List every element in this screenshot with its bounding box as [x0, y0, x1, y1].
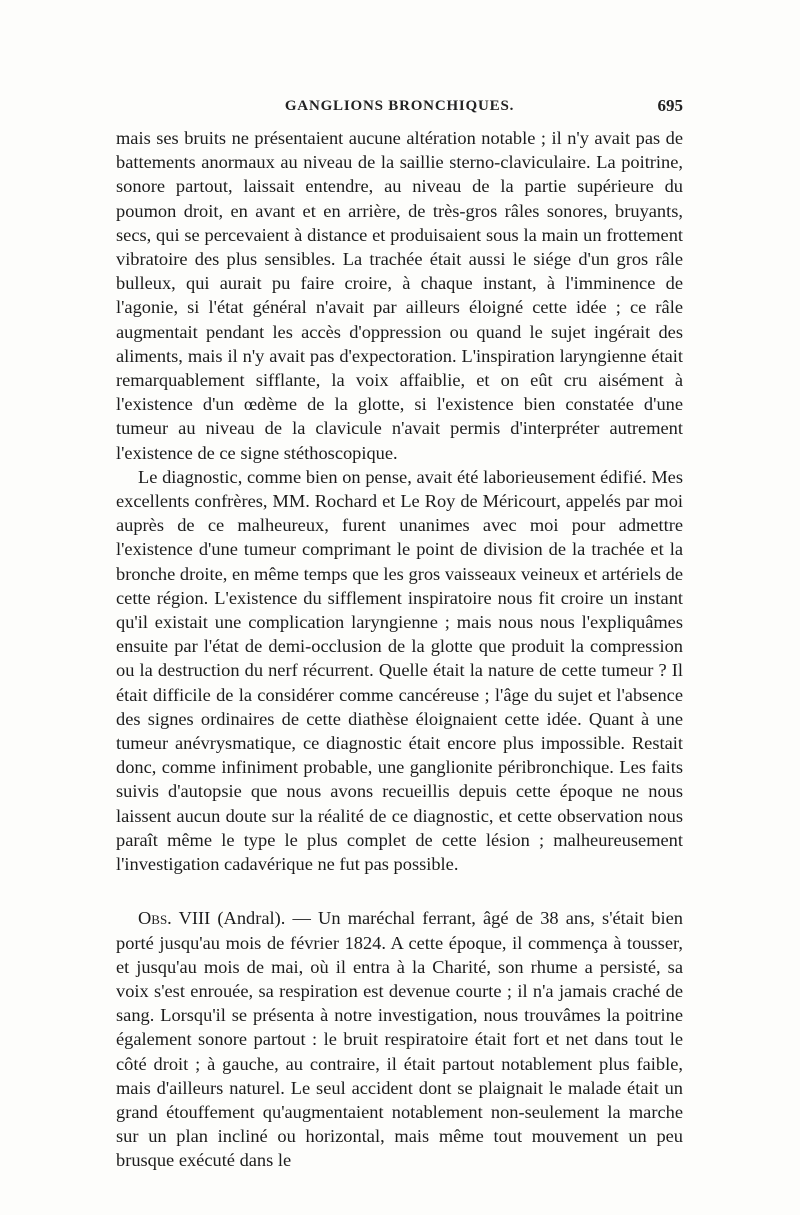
page-header	[116, 92, 683, 122]
page-number: 695	[657, 96, 683, 115]
paragraph-diagnosis: Le diagnostic, comme bien on pense, avait été laborieusement édifié. Mes excellents confrères, MM. Rochard et Le Roy de Méricourt, appelés par moi auprès de ce malheureux, furent unanimes avec moi pour admettre l'existence d'une tumeur comprimant le point de division de la trachée et la bronche droite, en même temps que les gros vaisseaux veineux et artériels de cette région. L'existence du sifflement inspiratoire nous fit croire un instant qu'il existait une complication laryngienne ; mais nous nous l'expliquâmes ensuite par l'état de demi-occlusion de la glotte que produit la compression ou la destruction du nerf récurrent. Quelle était la nature de cette tumeur ? Il était difficile de la considérer comme cancéreuse ; l'âge du sujet et l'absence des signes ordinaires de cette diathèse éloignaient cette idée. Quant à une tumeur anévrysmatique, ce diagnostic était encore plus impossible. Restait donc, comme infiniment probable, une ganglionite péribronchique. Les faits suivis d'autopsie que nous avons recueillis depuis cette époque ne nous laissent aucun doute sur la réalité de ce diagnostic, et cette observation nous paraît même le type le plus complet de cette lésion ; malheureusement l'investigation cadavérique ne fut pas possible.	[116, 466, 683, 875]
paragraph-continuation: mais ses bruits ne présentaient aucune altération notable ; il n'y avait pas de battements anormaux au niveau de la saillie sterno-claviculaire. La poitrine, sonore partout, laissait entendre, au niveau de la partie supérieure du poumon droit, en avant et en arrière, de très-gros râles sonores, bruyants, secs, qui se percevaient à distance et produisaient sous la main un frottement vibratoire des plus sensibles. La trachée était aussi le siége d'un gros râle bulleux, qui aurait pu faire croire, à chaque instant, à l'imminence de l'agonie, si l'état général n'avait par ailleurs éloigné cette idée ; ce râle augmentait pendant les accès d'oppression ou quand le sujet ingérait des aliments, mais il n'y avait pas d'expectoration. L'inspiration laryngienne était remarquablement sifflante, la voix affaiblie, et on eût cru aisément à l'existence d'un œdème de la glotte, si l'existence bien constatée d'une tumeur au niveau de la clavicule n'avait permis d'interpréter autrement l'existence de ce signe stéthoscopique.	[116, 128, 683, 463]
page-body	[116, 126, 683, 1173]
running-title: GANGLIONS BRONCHIQUES.	[284, 98, 515, 114]
observation-label: Obs. VIII	[138, 908, 211, 929]
observation-text: (Andral). — Un maréchal ferrant, âgé de 38 ans, s'était bien porté jusqu'au mois de février 1824. A cette époque, il commença à tousser, et jusqu'au mois de mai, où il entra à la Charité, son rhume a persisté, sa voix s'est enrouée, sa respiration est devenue courte ; il n'a jamais craché de sang. Lorsqu'il se présenta à notre investigation, nous trouvâmes la poitrine également sonore partout : le bruit respiratoire était fort et net dans tout le côté droit ; à gauche, au contraire, il était partout notablement plus faible, mais d'ailleurs naturel. Le seul accident dont se plaignait le malade était un grand étouffement qu'augmentaient notablement non-seulement la marche sur un plan incliné ou horizontal, mais même tout mouvement un peu brusque exécuté dans le	[116, 908, 683, 1171]
observation-paragraph	[116, 906, 683, 1172]
